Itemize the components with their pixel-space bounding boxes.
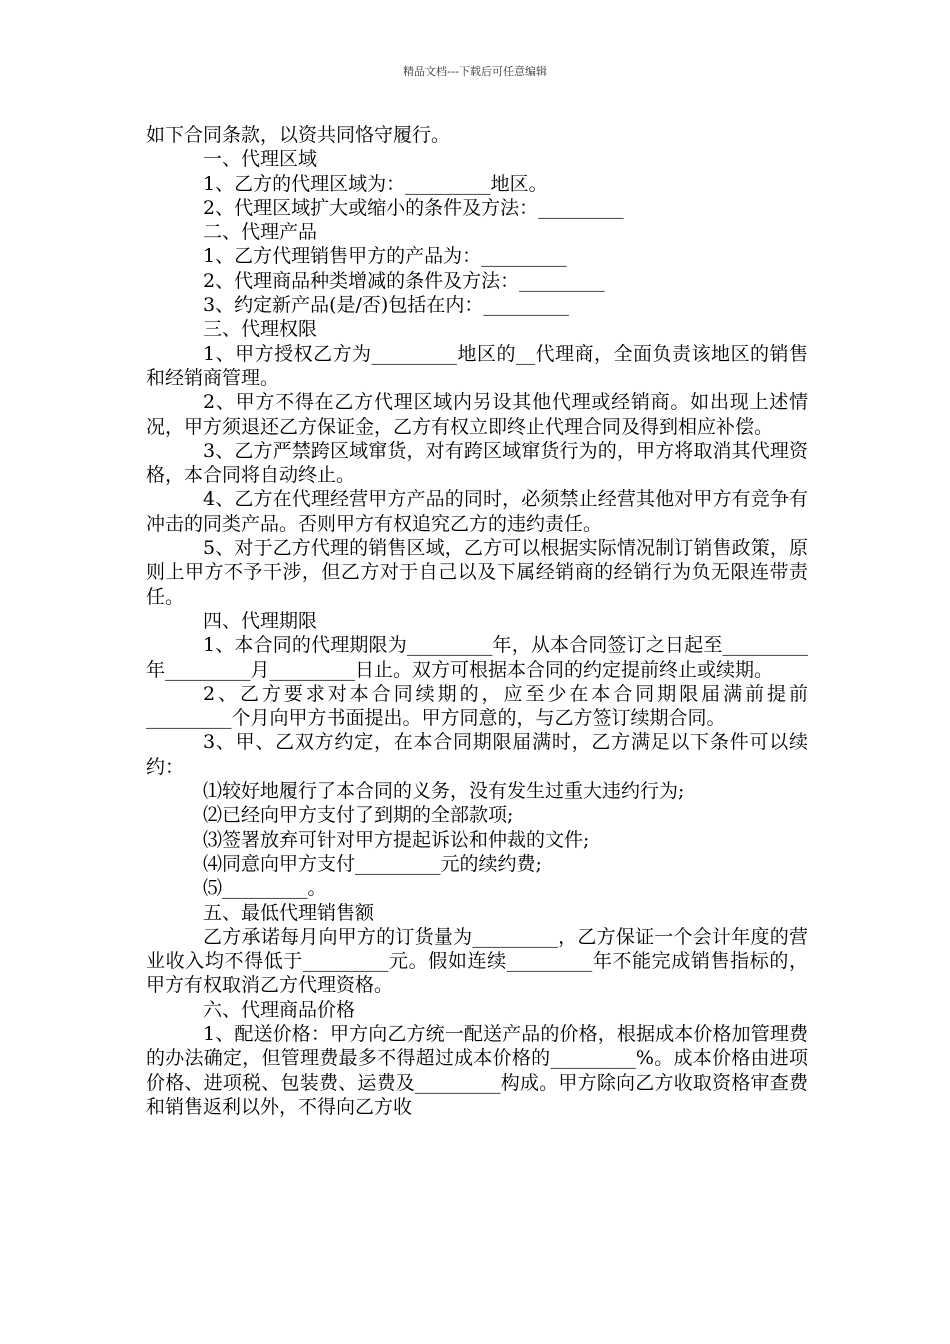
contract-paragraph: 1、乙方代理销售甲方的产品为：_________ xyxy=(203,245,567,268)
contract-paragraph: ⑴较好地履行了本合同的义务，没有发生过重大违约行为; xyxy=(203,780,685,803)
contract-paragraph: 二、代理产品 xyxy=(203,221,318,244)
contract-paragraph: 如下合同条款，以资共同恪守履行。 xyxy=(146,124,451,146)
contract-body xyxy=(146,123,808,1119)
contract-paragraph: 2、乙方要求对本合同续期的，应至少在本合同期限届满前提前_________个月向甲方书面提出。甲方同意的，与乙方签订续期合同。 xyxy=(146,682,808,730)
contract-paragraph: 3、乙方严禁跨区域窜货，对有跨区域窜货行为的，甲方将取消其代理资格，本合同将自动终止。 xyxy=(146,439,808,487)
contract-paragraph: 3、甲、乙双方约定，在本合同期限届满时，乙方满足以下条件可以续约： xyxy=(146,731,808,778)
contract-paragraph: 乙方承诺每月向甲方的订货量为_________，乙方保证一个会计年度的营业收入均不得低于_________元。假如连续_________年不能完成销售指标的，甲方有权取消乙方代理资格。 xyxy=(146,925,808,997)
contract-paragraph: 1、乙方的代理区域为：_________地区。 xyxy=(203,172,548,195)
contract-paragraph: 5、对于乙方代理的销售区域，乙方可以根据实际情况制订销售政策，原则上甲方不予干涉，但乙方对于自己以及下属经销商的经销行为负无限连带责任。 xyxy=(146,537,808,608)
contract-paragraph: 四、代理期限 xyxy=(203,609,318,632)
page-header: 精品文档---下载后可任意编辑 xyxy=(403,65,547,78)
contract-paragraph: ⑵已经向甲方支付了到期的全部款项; xyxy=(203,804,514,827)
contract-paragraph: 1、甲方授权乙方为_________地区的__代理商，全面负责该地区的销售和经销商管理。 xyxy=(146,342,808,389)
contract-paragraph: 1、配送价格：甲方向乙方统一配送产品的价格，根据成本价格加管理费的办法确定，但管理费最多不得超过成本价格的_________%。成本价格由进项价格、进项税、包装费、运费及_________构成。甲方除向乙方收取资格审查费和销售返利以外，不得向乙方收 xyxy=(146,1022,808,1118)
contract-paragraph: 3、约定新产品(是/否)包括在内：_________ xyxy=(203,294,569,317)
contract-paragraph: ⑸_________。 xyxy=(203,877,327,900)
contract-paragraph: ⑷同意向甲方支付_________元的续约费; xyxy=(203,852,542,875)
contract-paragraph: 4、乙方在代理经营甲方产品的同时，必须禁止经营其他对甲方有竞争有冲击的同类产品。否则甲方有权追究乙方的违约责任。 xyxy=(146,488,808,535)
contract-paragraph: 六、代理商品价格 xyxy=(203,998,356,1021)
contract-paragraph: 五、最低代理销售额 xyxy=(203,901,375,924)
contract-paragraph: ⑶签署放弃可针对甲方提起诉讼和仲裁的文件; xyxy=(203,828,590,851)
contract-paragraph: 三、代理权限 xyxy=(203,318,318,341)
contract-paragraph: 2、代理区域扩大或缩小的条件及方法：_________ xyxy=(203,196,624,219)
contract-paragraph: 2、甲方不得在乙方代理区域内另设其他代理或经销商。如出现上述情况，甲方须退还乙方保证金，乙方有权立即终止代理合同及得到相应补偿。 xyxy=(146,391,808,438)
contract-paragraph: 1、本合同的代理期限为_________年，从本合同签订之日起至_________年_________月_________日止。双方可根据本合同的约定提前终止或续期。 xyxy=(146,634,808,681)
contract-paragraph: 2、代理商品种类增减的条件及方法：_________ xyxy=(203,269,605,292)
contract-paragraph: 一、代理区域 xyxy=(203,148,318,171)
